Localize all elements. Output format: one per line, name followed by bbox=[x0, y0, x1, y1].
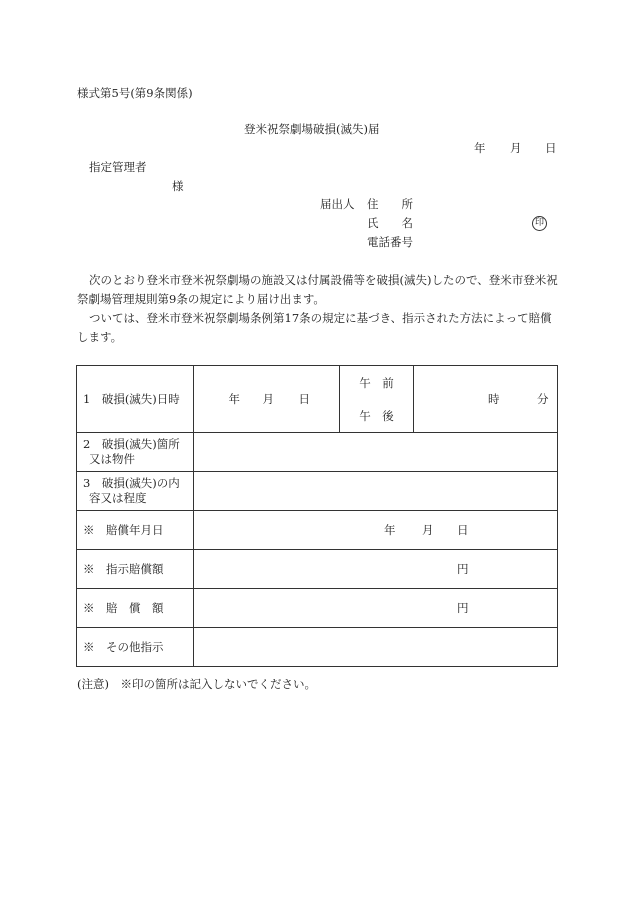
table-row bbox=[77, 550, 558, 589]
am-option: 午 前 bbox=[359, 375, 394, 390]
row-datetime-day: 日 bbox=[298, 392, 310, 406]
applicant-label: 届出人 bbox=[320, 197, 355, 211]
row-compensation-date-label: ※ 賠償年月日 bbox=[77, 511, 194, 550]
row-amount-label: ※ 賠 償 額 bbox=[77, 589, 194, 628]
body-paragraph-2: ついては、登米市登米祝祭劇場条例第17条の規定に基づき、指示された方法によって賠償します。 bbox=[77, 311, 552, 344]
seal-icon bbox=[532, 216, 547, 231]
row-location-label-line1: 2 破損(滅失)箇所 bbox=[83, 437, 180, 451]
table-row bbox=[77, 433, 558, 472]
row-instructed-amount-label: ※ 指示賠償額 bbox=[77, 550, 194, 589]
row-datetime-ampm bbox=[340, 366, 414, 433]
table-row bbox=[77, 511, 558, 550]
row-compensation-date-month: 月 bbox=[422, 523, 434, 537]
date-month: 月 bbox=[510, 141, 522, 155]
applicant-phone-label: 電話番号 bbox=[367, 235, 413, 249]
row-amount-unit: 円 bbox=[457, 601, 469, 615]
row-extent-label-line1: 3 破損(滅失)の内 bbox=[83, 476, 180, 490]
report-table bbox=[76, 365, 558, 667]
row-datetime-year: 年 bbox=[228, 392, 240, 406]
row-datetime-hour: 時 bbox=[488, 392, 500, 406]
row-location-value bbox=[194, 433, 558, 472]
row-location-label-line2: 又は物件 bbox=[89, 452, 135, 466]
pm-option: 午 後 bbox=[359, 408, 394, 423]
row-location-label bbox=[77, 433, 194, 472]
addressee-honorific: 様 bbox=[172, 179, 184, 193]
row-datetime-label: 1 破損(滅失)日時 bbox=[77, 366, 194, 433]
row-datetime-date bbox=[194, 366, 340, 433]
row-datetime-time bbox=[414, 366, 558, 433]
date-year: 年 bbox=[474, 141, 486, 155]
row-extent-value bbox=[194, 472, 558, 511]
row-compensation-date-day: 日 bbox=[457, 523, 469, 537]
row-compensation-date-year: 年 bbox=[384, 523, 396, 537]
row-datetime-month: 月 bbox=[262, 392, 274, 406]
row-compensation-date-value bbox=[194, 511, 558, 550]
row-other-label: ※ その他指示 bbox=[77, 628, 194, 667]
document-title: 登米祝祭劇場破損(滅失)届 bbox=[244, 122, 380, 136]
form-number: 様式第5号(第9条関係) bbox=[77, 86, 193, 100]
table-row bbox=[77, 366, 558, 433]
seal-mark: 印 bbox=[532, 216, 547, 231]
applicant-name-label: 氏 名 bbox=[367, 216, 413, 230]
row-other-value bbox=[194, 628, 558, 667]
row-instructed-amount-unit: 円 bbox=[457, 562, 469, 576]
row-instructed-amount-value bbox=[194, 550, 558, 589]
note-text: (注意) ※印の箇所は記入しないでください。 bbox=[77, 677, 316, 691]
table-row bbox=[77, 628, 558, 667]
row-datetime-minute: 分 bbox=[537, 392, 549, 406]
row-extent-label-line2: 容又は程度 bbox=[89, 491, 147, 505]
row-amount-value bbox=[194, 589, 558, 628]
addressee-title: 指定管理者 bbox=[89, 160, 147, 174]
row-extent-label bbox=[77, 472, 194, 511]
table-row bbox=[77, 589, 558, 628]
date-day: 日 bbox=[545, 141, 557, 155]
body-paragraph-1: 次のとおり登米市登米祝祭劇場の施設又は付属設備等を破損(滅失)したので、登米市登米祝祭劇場管理規則第9条の規定により届け出ます。 bbox=[77, 273, 558, 306]
applicant-address-label: 住 所 bbox=[367, 197, 413, 211]
table-row bbox=[77, 472, 558, 511]
